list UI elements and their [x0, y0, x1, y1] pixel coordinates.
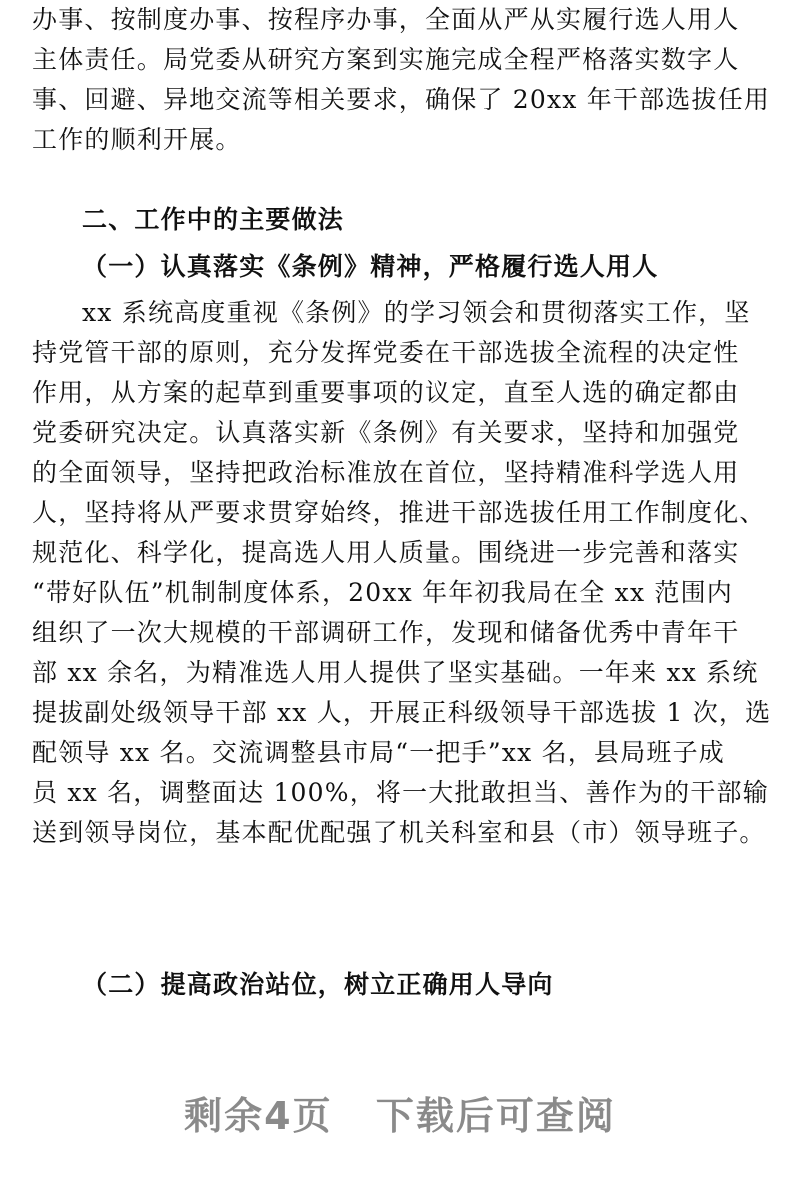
- body-line: 配领导 xx 名。交流调整县市局“一把手”xx 名，县局班子成: [32, 738, 726, 767]
- body-line: 规范化、科学化，提高选人用人质量。围绕进一步完善和落实: [32, 538, 740, 567]
- body-line: 人，坚持将从严要求贯穿始终，推进干部选拔任用工作制度化、: [32, 498, 766, 527]
- intro-line: 主体责任。局党委从研究方案到实施完成全程严格落实数字人: [32, 45, 740, 74]
- download-hint-label: 下载后可查阅: [375, 1094, 616, 1138]
- body-line: 组织了一次大规模的干部调研工作，发现和储备优秀中青年干: [32, 618, 740, 647]
- intro-line: 工作的顺利开展。: [32, 125, 242, 154]
- body-line: “带好队伍”机制制度体系，20xx 年年初我局在全 xx 范围内: [32, 578, 734, 607]
- intro-line: 办事、按制度办事、按程序办事，全面从严从实履行选人用人: [32, 5, 740, 34]
- body-line: 提拔副处级领导干部 xx 人，开展正科级领导干部选拔 1 次，选: [32, 698, 772, 727]
- body-paragraph: [32, 293, 772, 853]
- body-line: 员 xx 名，调整面达 100%，将一大批敢担当、善作为的干部输: [32, 778, 769, 807]
- intro-paragraph: [32, 0, 772, 160]
- body-line: 送到领导岗位，基本配优配强了机关科室和县（市）领导班子。: [32, 818, 766, 847]
- sub-heading-2: （二）提高政治站位，树立正确用人导向: [82, 970, 554, 999]
- body-line: xx 系统高度重视《条例》的学习领会和贯彻落实工作，坚: [82, 298, 751, 327]
- remaining-pages-label: 剩余4页: [184, 1094, 333, 1138]
- body-line: 党委研究决定。认真落实新《条例》有关要求，坚持和加强党: [32, 418, 740, 447]
- intro-line: 事、回避、异地交流等相关要求，确保了 20xx 年干部选拔任用: [32, 85, 771, 114]
- body-line: 作用，从方案的起草到重要事项的议定，直至人选的确定都由: [32, 378, 740, 407]
- sub-heading-1: （一）认真落实《条例》精神，严格履行选人用人: [82, 252, 659, 281]
- download-prompt[interactable]: [0, 1085, 800, 1140]
- body-line: 的全面领导，坚持把政治标准放在首位，坚持精准科学选人用: [32, 458, 740, 487]
- body-line: 部 xx 余名，为精准选人用人提供了坚实基础。一年来 xx 系统: [32, 658, 759, 687]
- body-line: 持党管干部的原则，充分发挥党委在干部选拔全流程的决定性: [32, 338, 740, 367]
- section-heading: 二、工作中的主要做法: [82, 205, 345, 234]
